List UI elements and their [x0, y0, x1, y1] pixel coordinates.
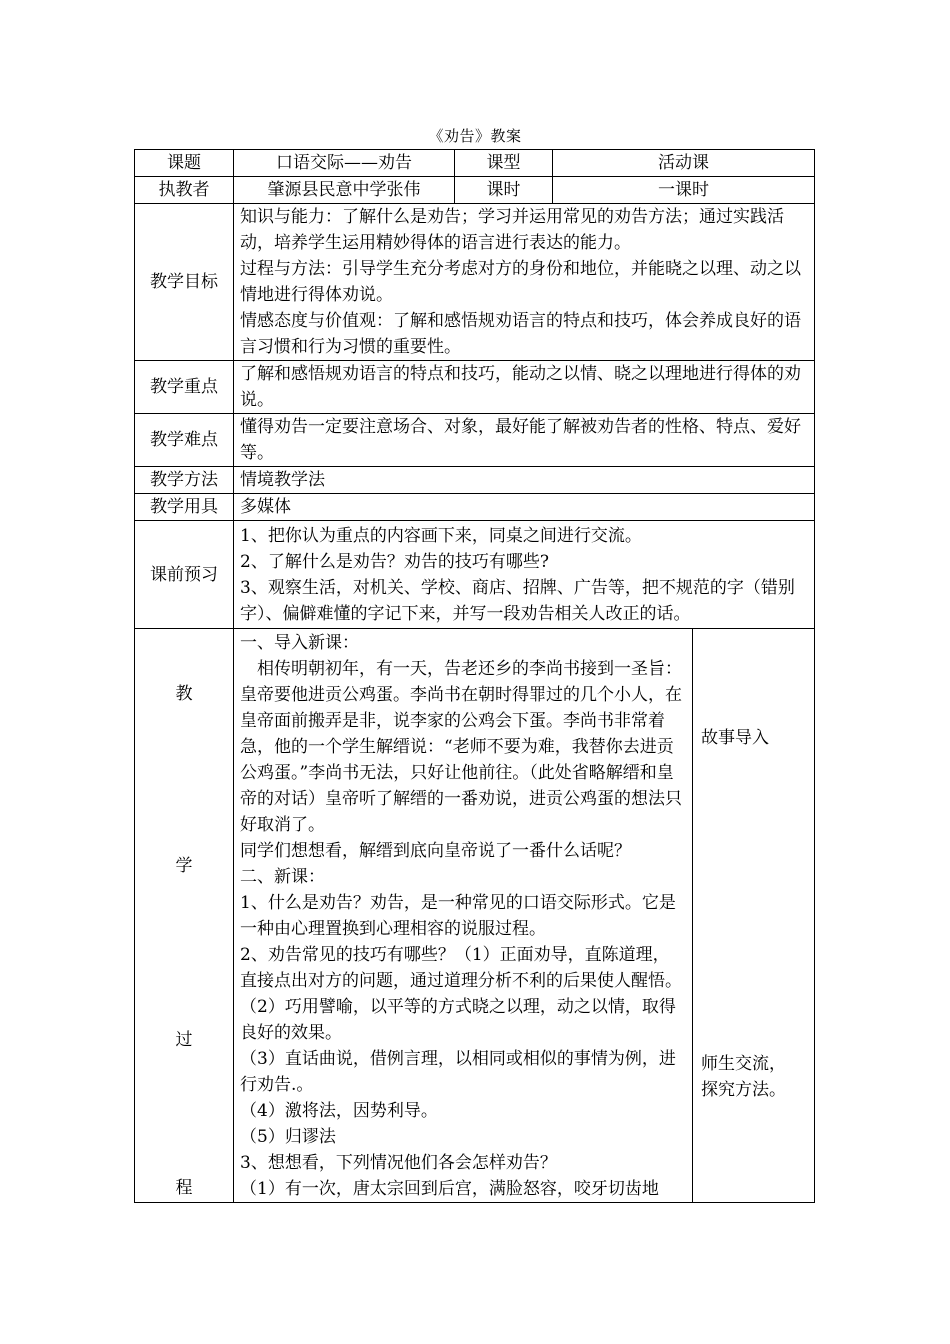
- note-story-intro: 故事导入: [701, 728, 769, 748]
- goals-content: [234, 204, 815, 361]
- value-class-hours: 一课时: [553, 177, 815, 204]
- goal-attitude: 情感态度与价值观：了解和感悟规劝语言的特点和技巧，体会养成良好的语言习惯和行为习惯的重要性。: [240, 311, 801, 357]
- row-method: [135, 467, 815, 494]
- value-lesson-type: 活动课: [553, 150, 815, 177]
- document-title: 《劝告》教案: [428, 127, 522, 145]
- process-line-12: （1）有一次，唐太宗回到后宫，满脸怒容，咬牙切齿地: [240, 1178, 659, 1199]
- process-line-2: 相传明朝初年，有一天，告老还乡的李尚书接到一圣旨：皇帝要他进贡公鸡蛋。李尚书在朝时得罪过的几个小人，在皇帝面前搬弄是非，说李家的公鸡会下蛋。李尚书非常着急，他的一个学生解缙说：“老师不要为难，我替你去进贡公鸡蛋。”李尚书无法，只好让他前往。（此处省略解缙和皇帝的对话）皇帝听了解缙的一番劝说，进贡公鸡蛋的想法只好取消了。: [240, 658, 682, 835]
- label-topic: 课题: [135, 150, 234, 177]
- label-teacher: 执教者: [135, 177, 234, 204]
- process-notes: [693, 629, 815, 1203]
- row-process: [135, 629, 815, 1203]
- label-class-hours: 课时: [455, 177, 553, 204]
- label-tools: 教学用具: [135, 494, 234, 521]
- row-tools: [135, 494, 815, 521]
- process-content: [234, 629, 693, 1203]
- method-text: 情境教学法: [234, 467, 815, 494]
- process-line-1: 一、导入新课：: [240, 632, 359, 653]
- row-goals: [135, 204, 815, 361]
- header-row-teacher: [135, 177, 815, 204]
- label-goals: 教学目标: [135, 204, 234, 361]
- goal-process: 过程与方法：引导学生充分考虑对方的身份和地位，并能晓之以理、动之以情地进行得体劝说。: [240, 259, 801, 305]
- value-topic: 口语交际——劝告: [234, 150, 455, 177]
- header-row-topic: [135, 150, 815, 177]
- lesson-plan-table: [134, 149, 815, 1203]
- key-points-text: 了解和感悟规劝语言的特点和技巧，能动之以情、晓之以理地进行得体的劝说。: [234, 361, 815, 414]
- value-teacher: 肇源县民意中学张伟: [234, 177, 455, 204]
- label-difficulties: 教学难点: [135, 414, 234, 467]
- process-line-10: （5）归谬法: [240, 1126, 336, 1147]
- row-key-points: [135, 361, 815, 414]
- preview-item-3: 3、观察生活，对机关、学校、商店、招牌、广告等，把不规范的字（错别字）、偏僻难懂的字记下来，并写一段劝告相关人改正的话。: [240, 577, 795, 624]
- row-difficulties: [135, 414, 815, 467]
- process-line-3: 同学们想想看，解缙到底向皇帝说了一番什么话呢？: [240, 840, 631, 861]
- row-preview: [135, 521, 815, 629]
- note-discussion: 师生交流，探究方法。: [701, 1054, 786, 1100]
- process-line-5: 1、什么是劝告？劝告，是一种常见的口语交际形式。它是一种由心理置换到心理相容的说服过程。: [240, 892, 676, 939]
- label-key-points: 教学重点: [135, 361, 234, 414]
- label-method: 教学方法: [135, 467, 234, 494]
- stage-char-3: 过: [175, 1030, 193, 1050]
- process-line-8: （3）直话曲说，借例言理，以相同或相似的事情为例，进行劝告.。: [240, 1048, 676, 1095]
- preview-item-2: 2、了解什么是劝告？劝告的技巧有哪些?: [240, 551, 549, 572]
- label-process: [135, 629, 234, 1203]
- stage-char-1: 教: [175, 684, 193, 704]
- process-line-11: 3、想想看，下列情况他们各会怎样劝告？: [240, 1152, 557, 1173]
- tools-text: 多媒体: [234, 494, 815, 521]
- stage-char-4: 程: [175, 1178, 193, 1198]
- process-line-6: 2、劝告常见的技巧有哪些？（1）正面劝导，直陈道理，直接点出对方的问题，通过道理分析不利的后果使人醒悟。: [240, 944, 682, 991]
- label-preview: 课前预习: [135, 521, 234, 629]
- label-lesson-type: 课型: [455, 150, 553, 177]
- difficulties-text: 懂得劝告一定要注意场合、对象，最好能了解被劝告者的性格、特点、爱好等。: [234, 414, 815, 467]
- preview-item-1: 1、把你认为重点的内容画下来，同桌之间进行交流。: [240, 525, 642, 546]
- goal-knowledge: 知识与能力：了解什么是劝告；学习并运用常见的劝告方法；通过实践活动，培养学生运用精妙得体的语言进行表达的能力。: [240, 207, 784, 253]
- process-line-9: （4）激将法，因势利导。: [240, 1100, 438, 1121]
- process-line-4: 二、新课：: [240, 866, 325, 887]
- stage-char-2: 学: [175, 856, 193, 876]
- process-line-7: （2）巧用譬喻，以平等的方式晓之以理，动之以情，取得良好的效果。: [240, 996, 676, 1043]
- preview-content: [234, 521, 815, 629]
